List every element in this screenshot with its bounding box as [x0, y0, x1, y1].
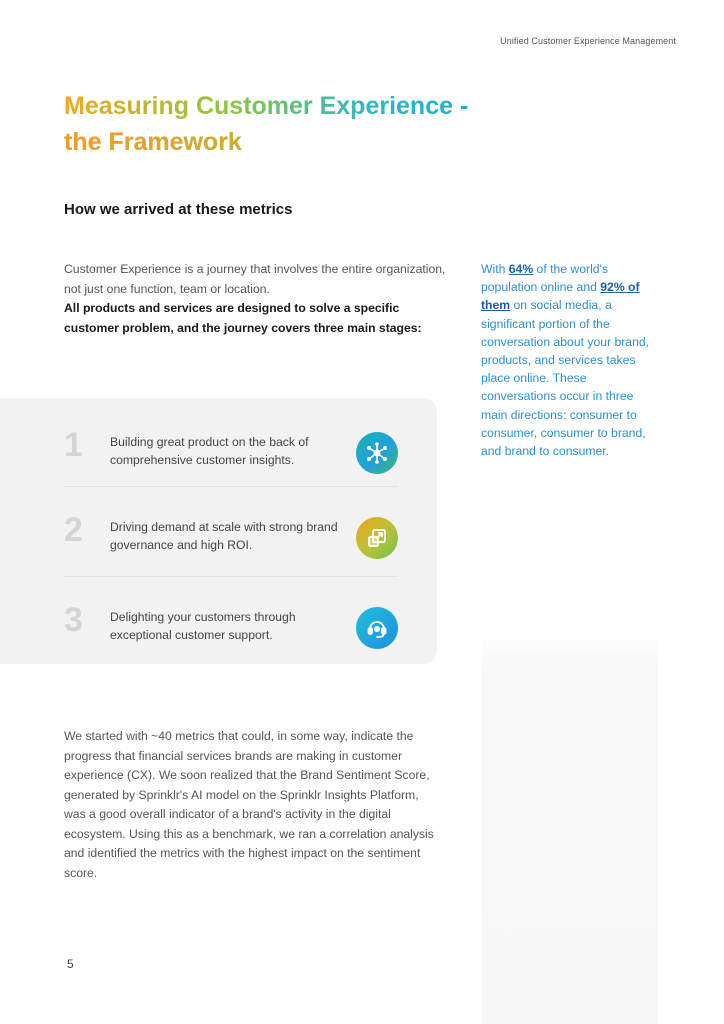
- section-heading: How we arrived at these metrics: [64, 201, 293, 218]
- document-header-title: Unified Customer Experience Management: [500, 36, 676, 46]
- expand-arrow-icon: [356, 517, 398, 559]
- headset-support-icon: [356, 607, 398, 649]
- stages-card: [0, 398, 437, 664]
- intro-bold-text: All products and services are designed to solve a specific customer problem, and the journey covers three main stages:: [64, 301, 422, 335]
- network-insights-icon: [356, 432, 398, 474]
- page-title: [64, 88, 584, 160]
- page-title-line-2: the Framework: [64, 124, 584, 160]
- stage-item: [0, 408, 437, 488]
- stage-number: 2: [64, 511, 83, 549]
- stage-text: Building great product on the back of comprehensive customer insights.: [110, 435, 309, 467]
- stage-number: 3: [64, 601, 83, 639]
- side-panel-background: [482, 630, 658, 1024]
- intro-paragraph: [64, 260, 454, 338]
- stage-divider: [64, 576, 398, 577]
- stage-item: [0, 583, 437, 663]
- page-number: 5: [67, 957, 74, 971]
- intro-regular-text: Customer Experience is a journey that involves the entire organization, not just one function, team or location.: [64, 262, 446, 296]
- methodology-paragraph: We started with ~40 metrics that could, in some way, indicate the progress that financial services brands are making in customer experience (CX). We soon realized that the Brand Sentiment Score, generated by Sprinklr's AI model on the Sprinklr Insights Platform, was a good overall indicator of a brand's activity in the digital ecosystem. Using this as a benchmark, we ran a correlation analysis and identified the metrics with the highest impact on the sentiment score.: [64, 729, 434, 880]
- side-note-stat-online: 64%: [508, 262, 534, 276]
- side-note-prefix: With: [481, 262, 509, 276]
- stage-number: 1: [64, 426, 83, 464]
- stage-text: Driving demand at scale with strong brand governance and high ROI.: [110, 520, 338, 552]
- stage-text: Delighting your customers through exceptional customer support.: [110, 610, 296, 642]
- page-title-line-1: Measuring Customer Experience -: [64, 92, 469, 120]
- stage-item: [0, 493, 437, 573]
- side-note-rest: on social media, a significant portion of the conversation about your brand, products, and services takes place online. These conversations occur in three main directions: consumer to consumer, consumer to brand, and brand to consumer.: [481, 298, 650, 459]
- side-note-stat-social: 92% of them: [481, 280, 640, 313]
- side-note-mid: of the world's population online and: [481, 262, 608, 295]
- side-note: [481, 260, 661, 460]
- stage-divider: [64, 486, 398, 487]
